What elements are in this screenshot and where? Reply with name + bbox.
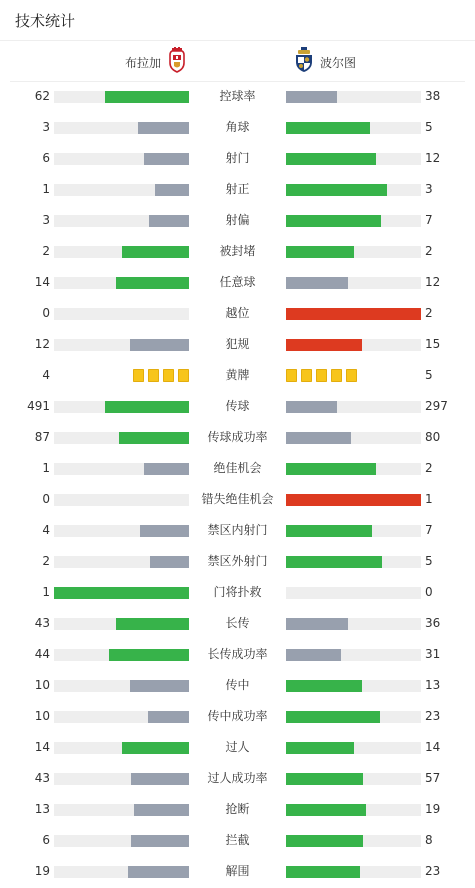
- away-stat-value: 5: [425, 120, 433, 134]
- away-stat-bar-track: [286, 184, 421, 196]
- home-stat-bar-track: [54, 494, 189, 506]
- home-stat-bar: [122, 742, 190, 754]
- stat-label: 错失绝佳机会: [201, 492, 274, 506]
- away-stat-bar-track: [286, 494, 421, 506]
- home-stat-bar: [134, 804, 189, 816]
- home-stat-bar: [128, 866, 189, 878]
- home-stat-bar-track: [54, 742, 189, 754]
- away-stat-value: 3: [425, 182, 433, 196]
- home-stat-value: 10: [34, 709, 50, 723]
- stat-label: 过人成功率: [207, 771, 268, 785]
- home-stat-bar: [140, 525, 189, 537]
- stat-row: [0, 329, 475, 360]
- away-stat-bar-track: [286, 773, 421, 785]
- stat-row: [0, 453, 475, 484]
- home-stat-value: 6: [42, 833, 50, 847]
- away-stat-bar: [286, 339, 362, 351]
- stat-label: 门将扑救: [213, 585, 262, 599]
- braga-crest-icon: [167, 47, 187, 77]
- stat-label: 射正: [225, 182, 250, 196]
- away-team-name: 波尔图: [320, 55, 357, 70]
- stat-row: [0, 577, 475, 608]
- away-stat-bar-track: [286, 153, 421, 165]
- away-stat-bar-track: [286, 246, 421, 258]
- stat-row: [0, 298, 475, 329]
- away-stat-bar: [286, 91, 337, 103]
- away-stat-value: 2: [425, 244, 433, 258]
- home-stat-value: 19: [34, 864, 50, 878]
- home-stat-value: 1: [42, 585, 50, 599]
- stat-row: [0, 360, 475, 391]
- stat-label: 犯规: [225, 337, 250, 351]
- home-stat-bar-track: [54, 215, 189, 227]
- stat-row: [0, 422, 475, 453]
- home-stat-value: 43: [34, 771, 50, 785]
- home-stat-value: 62: [34, 89, 50, 103]
- home-stat-value: 4: [42, 523, 50, 537]
- home-stat-bar-track: [54, 618, 189, 630]
- stat-row: [0, 205, 475, 236]
- away-stat-value: 19: [425, 802, 441, 816]
- away-stat-bar: [286, 556, 382, 568]
- home-stat-value: 2: [42, 244, 50, 258]
- away-stat-bar-track: [286, 525, 421, 537]
- stat-row: [0, 825, 475, 856]
- stat-label: 射门: [225, 151, 250, 165]
- away-stat-bar-track: [286, 401, 421, 413]
- home-stat-bar: [148, 711, 189, 723]
- home-stat-bar-track: [54, 587, 189, 599]
- stat-label: 越位: [225, 306, 250, 320]
- away-stat-bar: [286, 401, 337, 413]
- away-stat-bar-track: [286, 432, 421, 444]
- yellow-card-icon: [148, 369, 159, 382]
- away-stat-value: 80: [425, 430, 441, 444]
- yellow-card-icon: [286, 369, 297, 382]
- stat-row: [0, 174, 475, 205]
- away-stat-value: 297: [425, 399, 448, 413]
- home-stat-value: 0: [42, 306, 50, 320]
- home-stat-bar: [144, 153, 189, 165]
- home-stat-value: 3: [42, 213, 50, 227]
- away-stat-bar-track: [286, 122, 421, 134]
- away-stat-bar: [286, 525, 372, 537]
- stat-label: 解围: [225, 864, 250, 878]
- away-stat-bar-track: [286, 804, 421, 816]
- away-stat-bar-track: [286, 618, 421, 630]
- away-stat-value: 57: [425, 771, 441, 785]
- away-stat-bar: [286, 494, 421, 506]
- away-stat-value: 12: [425, 275, 441, 289]
- home-stat-bar: [131, 773, 189, 785]
- home-stat-bar: [122, 246, 190, 258]
- yellow-card-icon: [331, 369, 342, 382]
- home-stat-bar-track: [54, 649, 189, 661]
- home-stat-value: 4: [42, 368, 50, 382]
- stat-row: [0, 546, 475, 577]
- home-stat-bar-track: [54, 711, 189, 723]
- away-stat-bar-track: [286, 711, 421, 723]
- away-stat-value: 5: [425, 554, 433, 568]
- away-stat-bar: [286, 866, 360, 878]
- stat-label: 传球成功率: [207, 430, 268, 444]
- stat-label: 长传成功率: [207, 647, 268, 661]
- stat-row: [0, 515, 475, 546]
- home-stat-value: 10: [34, 678, 50, 692]
- away-stat-value: 0: [425, 585, 433, 599]
- away-stat-bar: [286, 215, 381, 227]
- stat-row: [0, 639, 475, 670]
- stat-row: [0, 143, 475, 174]
- home-stat-bar: [131, 835, 189, 847]
- away-stat-value: 23: [425, 709, 441, 723]
- yellow-card-icon: [163, 369, 174, 382]
- away-stat-value: 2: [425, 306, 433, 320]
- away-stat-bar-track: [286, 835, 421, 847]
- away-stat-bar: [286, 680, 362, 692]
- yellow-card-icon: [346, 369, 357, 382]
- home-stat-bar-track: [54, 277, 189, 289]
- home-stat-bar: [144, 463, 189, 475]
- home-stat-bar-track: [54, 308, 189, 320]
- away-stat-value: 12: [425, 151, 441, 165]
- away-stat-bar: [286, 308, 421, 320]
- home-stat-bar: [150, 556, 189, 568]
- home-stat-value: 14: [34, 740, 50, 754]
- stat-row: [0, 794, 475, 825]
- away-stat-bar-track: [286, 866, 421, 878]
- stat-label: 传中成功率: [207, 709, 268, 723]
- away-stat-value: 7: [425, 523, 433, 537]
- away-stat-bar: [286, 804, 366, 816]
- away-stat-bar: [286, 184, 387, 196]
- away-stat-value: 31: [425, 647, 441, 661]
- away-stat-bar-track: [286, 649, 421, 661]
- away-stat-bar-track: [286, 91, 421, 103]
- home-stat-value: 2: [42, 554, 50, 568]
- home-stat-bar-track: [54, 525, 189, 537]
- yellow-card-icon: [133, 369, 144, 382]
- home-team[interactable]: [125, 44, 187, 80]
- title-divider: [0, 40, 475, 41]
- away-stat-bar-track: [286, 587, 421, 599]
- away-stat-bar: [286, 153, 376, 165]
- home-stat-value: 87: [34, 430, 50, 444]
- away-stat-value: 8: [425, 833, 433, 847]
- stat-label: 抢断: [225, 802, 250, 816]
- away-stat-bar: [286, 432, 351, 444]
- away-stat-bar-track: [286, 339, 421, 351]
- away-stat-bar-track: [286, 556, 421, 568]
- home-stat-bar: [116, 277, 189, 289]
- away-stat-bar: [286, 711, 380, 723]
- home-stat-value: 491: [27, 399, 50, 413]
- home-stat-bar: [119, 432, 189, 444]
- stat-row: [0, 81, 475, 112]
- home-stat-value: 0: [42, 492, 50, 506]
- stat-label: 被封堵: [219, 244, 256, 258]
- home-stat-value: 12: [34, 337, 50, 351]
- away-stat-bar: [286, 742, 354, 754]
- stats-list: [0, 81, 475, 887]
- home-stat-bar: [54, 587, 189, 599]
- porto-crest-icon: [294, 47, 314, 77]
- away-stat-value: 7: [425, 213, 433, 227]
- away-stat-bar: [286, 649, 341, 661]
- home-stat-bar-track: [54, 804, 189, 816]
- home-stat-bar-track: [54, 401, 189, 413]
- away-stat-value: 1: [425, 492, 433, 506]
- stat-row: [0, 484, 475, 515]
- home-stat-bar-track: [54, 339, 189, 351]
- yellow-card-icon: [301, 369, 312, 382]
- home-stat-bar: [116, 618, 189, 630]
- stat-label: 拦截: [225, 833, 250, 847]
- stat-label: 传球: [225, 399, 250, 413]
- home-stat-bar: [130, 339, 189, 351]
- home-stat-bar: [105, 91, 189, 103]
- home-yellow-cards: [133, 369, 189, 382]
- home-stat-bar: [138, 122, 189, 134]
- home-stat-bar-track: [54, 556, 189, 568]
- home-stat-bar-track: [54, 122, 189, 134]
- away-stat-bar-track: [286, 215, 421, 227]
- home-stat-bar-track: [54, 680, 189, 692]
- stat-row: [0, 608, 475, 639]
- home-stat-bar-track: [54, 153, 189, 165]
- stat-row: [0, 236, 475, 267]
- away-stat-bar: [286, 122, 370, 134]
- home-stat-value: 43: [34, 616, 50, 630]
- home-stat-value: 44: [34, 647, 50, 661]
- home-stat-bar: [155, 184, 189, 196]
- home-team-name: 布拉加: [124, 55, 161, 70]
- home-stat-value: 6: [42, 151, 50, 165]
- away-stat-bar: [286, 773, 363, 785]
- page-title: 技术统计: [15, 12, 76, 30]
- away-stat-bar: [286, 835, 363, 847]
- away-stat-value: 38: [425, 89, 441, 103]
- stat-row: [0, 732, 475, 763]
- stat-label: 任意球: [219, 275, 256, 289]
- stat-label: 角球: [225, 120, 250, 134]
- away-stat-bar-track: [286, 680, 421, 692]
- stat-row: [0, 391, 475, 422]
- away-stat-bar: [286, 463, 376, 475]
- stat-label: 长传: [225, 616, 250, 630]
- away-stat-value: 36: [425, 616, 441, 630]
- away-stat-value: 23: [425, 864, 441, 878]
- home-stat-bar: [149, 215, 190, 227]
- stat-label: 射偏: [225, 213, 250, 227]
- stat-label: 绝佳机会: [213, 461, 262, 475]
- away-stat-bar: [286, 618, 348, 630]
- away-stat-bar-track: [286, 277, 421, 289]
- home-stat-value: 1: [42, 182, 50, 196]
- stat-row: [0, 763, 475, 794]
- home-stat-bar-track: [54, 866, 189, 878]
- home-stat-value: 1: [42, 461, 50, 475]
- stat-label: 黄牌: [225, 368, 250, 382]
- stat-row: [0, 112, 475, 143]
- stat-row: [0, 267, 475, 298]
- stat-label: 传中: [225, 678, 250, 692]
- home-stat-bar-track: [54, 463, 189, 475]
- home-stat-value: 13: [34, 802, 50, 816]
- stat-row: [0, 856, 475, 887]
- home-stat-bar-track: [54, 773, 189, 785]
- away-stat-bar-track: [286, 463, 421, 475]
- home-stat-bar: [105, 401, 189, 413]
- stat-row: [0, 670, 475, 701]
- home-stat-bar-track: [54, 246, 189, 258]
- home-stat-bar-track: [54, 432, 189, 444]
- team-header: [0, 44, 475, 80]
- stat-label: 禁区外射门: [207, 554, 268, 568]
- away-stat-bar: [286, 246, 354, 258]
- away-stat-bar: [286, 277, 348, 289]
- home-stat-value: 14: [34, 275, 50, 289]
- away-stat-value: 5: [425, 368, 433, 382]
- home-stat-bar-track: [54, 184, 189, 196]
- home-stat-bar-track: [54, 91, 189, 103]
- stat-row: [0, 701, 475, 732]
- away-stat-value: 2: [425, 461, 433, 475]
- away-stat-bar-track: [286, 308, 421, 320]
- stat-label: 过人: [225, 740, 250, 754]
- stat-label: 禁区内射门: [207, 523, 268, 537]
- away-stat-bar-track: [286, 742, 421, 754]
- home-stat-bar: [109, 649, 189, 661]
- yellow-card-icon: [316, 369, 327, 382]
- away-team[interactable]: [294, 44, 356, 80]
- away-stat-value: 15: [425, 337, 441, 351]
- home-stat-bar-track: [54, 835, 189, 847]
- stat-label: 控球率: [219, 89, 256, 103]
- yellow-card-icon: [178, 369, 189, 382]
- home-stat-value: 3: [42, 120, 50, 134]
- away-stat-value: 13: [425, 678, 441, 692]
- away-yellow-cards: [286, 369, 357, 382]
- home-stat-bar: [130, 680, 189, 692]
- away-stat-value: 14: [425, 740, 441, 754]
